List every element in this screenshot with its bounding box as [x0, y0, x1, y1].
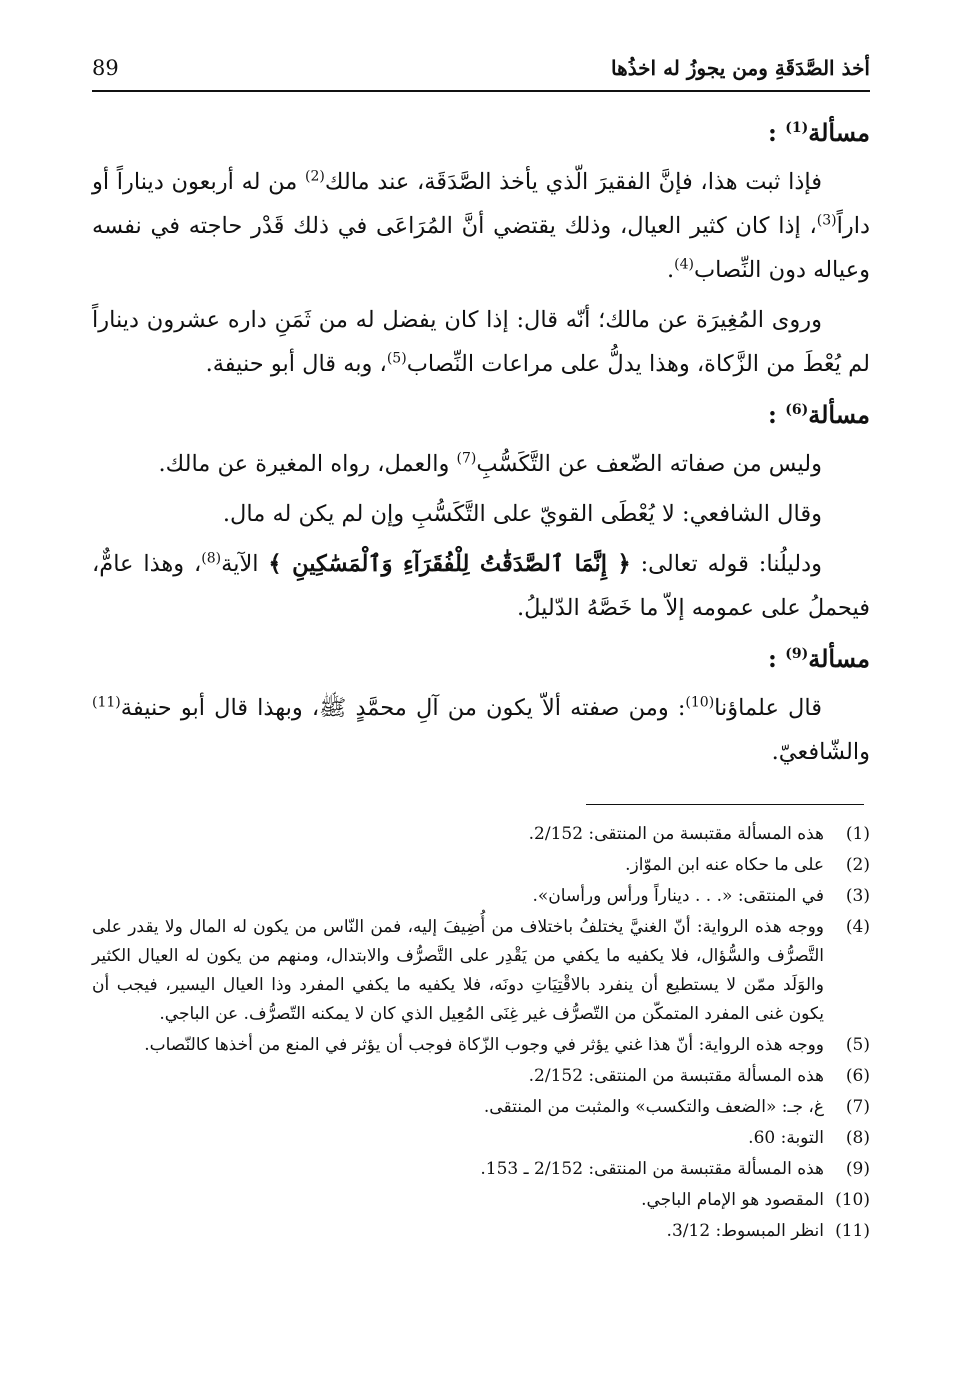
footnote-text: التوبة: 60. [748, 1128, 824, 1148]
footnote [92, 1155, 870, 1184]
footnote-text: هذه المسألة مقتبسة من المنتقى: 2/152 ـ 153. [480, 1159, 824, 1179]
footnote-number: (9) [845, 1159, 870, 1179]
footnote-number: (1) [845, 824, 870, 844]
text-run: ، وبه قال أبو حنيفة. [205, 351, 387, 377]
masala-heading-1 [92, 110, 870, 156]
footnote-text: غ، جـ: «الضعف والتكسب» والمثبت من المنتقى. [483, 1097, 824, 1117]
footnotes [92, 820, 870, 1248]
footnote-text: في المنتقى: «. . . ديناراً ورأس ورأسان». [532, 886, 824, 906]
heading-word: مسألة [808, 644, 870, 673]
footnote [92, 1124, 870, 1153]
heading-word: مسألة [808, 118, 870, 147]
paragraph-5 [92, 542, 870, 630]
footnote-text: هذه المسألة مقتبسة من المنتقى: 2/152. [528, 1066, 824, 1086]
footnote-number: (10) [835, 1190, 870, 1210]
text-run: من له أربعون ديناراً أو داراً [92, 169, 870, 239]
footnote-ref: (7) [456, 450, 477, 467]
footnote [92, 1031, 870, 1060]
text-run: : ومن صفته ألاّ يكون من آلِ محمَّدٍ ﷺ، وبهذا قال أبو حنيفة [120, 695, 686, 721]
heading-colon: : [768, 118, 786, 147]
masala-heading-3 [92, 636, 870, 682]
page-header [92, 50, 870, 92]
footnote [92, 1062, 870, 1091]
running-title: أخذ الصَّدَقَةِ ومن يجوزُ له اخذُها [611, 56, 870, 80]
page-number: 89 [92, 56, 119, 80]
footnote-text: ووجه هذه الرواية: أنّ الغنيَّ يختلفُ باختلاف من أُضِيفَ إليه، فمن النّاس من يكون له المال ولا يقدر على التَّصرُّف والسُّؤال، فلا يكفيه ما يكفي من يَقْدِر على التَّصرُّف والابتدال، ومنهم من يكون له العيال الكثير والوَلَد ممّن لا يستطيع أن ينفرد بالاقْتِيَاتِ دونَه، فلا يكفيه ما يكفي المفرد وذا العيال اليسير، فيجب أن يكون غنى المفرد المتمكّن من التّصرُّف غير غِنَى المُعِيل الذي كان لا يمكنه التّصرُّف. عن الباجي. [92, 917, 824, 1024]
text-run: والعمل، رواه المغيرة عن مالك. [158, 451, 457, 477]
footnote [92, 1217, 870, 1246]
text-run: وليس من صفاته الضّعف عن التَّكَسُّبِ [476, 451, 822, 477]
text-run: والشّافعيّ. [771, 739, 870, 765]
footnote-text: ووجه هذه الرواية: أنّ هذا غني يؤثر في وجوب الزّكاة فوجب أن يؤثر في المنع من أخذها كالنّصاب. [144, 1035, 824, 1055]
footnote-text: هذه المسألة مقتبسة من المنتقى: 2/152. [528, 824, 824, 844]
text-run: ودليلُنا: قوله تعالى: [630, 551, 822, 577]
footnote-number: (11) [835, 1221, 870, 1241]
footnote-text: انظر المبسوط: 3/12. [666, 1221, 824, 1241]
heading-word: مسألة [808, 400, 870, 429]
paragraph-1 [92, 160, 870, 292]
heading-colon: : [768, 400, 786, 429]
footnote-ref: (6) [785, 402, 809, 418]
footnote [92, 1093, 870, 1122]
paragraph-2 [92, 298, 870, 386]
footnote [92, 1186, 870, 1215]
footnote-divider [586, 804, 864, 805]
heading-colon: : [768, 644, 786, 673]
footnote-number: (5) [845, 1035, 870, 1055]
footnote [92, 820, 870, 849]
footnote-ref: (8) [201, 550, 222, 567]
footnote-ref: (2) [305, 168, 325, 185]
quran-verse: ﴿ إِنَّمَا ٱلصَّدَقَٰتُ لِلْفُقَرَآءِ وَٱلْمَسَٰكِينِ ﴾ [268, 551, 631, 577]
footnote-text: على ما حكاه عنه ابن الموّاز. [625, 855, 824, 875]
footnote-ref: (5) [386, 350, 407, 367]
footnote-number: (8) [845, 1128, 870, 1148]
footnote-number: (4) [845, 917, 870, 937]
paragraph-3 [92, 442, 870, 486]
footnote-ref: (4) [674, 256, 694, 273]
main-text [92, 108, 870, 780]
footnote-ref: (1) [785, 120, 809, 136]
footnote [92, 913, 870, 1029]
footnote-ref: (9) [785, 646, 809, 662]
text-run: . [666, 257, 675, 283]
text-run: ، وهذا عامٌّ، فيحملُ على عمومه إلاّ ما خَصَّهُ الدّليلُ. [92, 551, 870, 621]
paragraph-6 [92, 686, 870, 774]
footnote-number: (3) [845, 886, 870, 906]
footnote-number: (6) [845, 1066, 870, 1086]
masala-heading-2 [92, 392, 870, 438]
text-run: قال علماؤنا [714, 695, 822, 721]
footnote [92, 882, 870, 911]
footnote-ref: (3) [816, 212, 837, 229]
text-run: الآية [221, 551, 269, 577]
text-run: وقال الشافعي: لا يُعْطَى القويّ على التَّكَسُّبِ وإن لم يكن له مال. [222, 501, 822, 527]
text-run: ، إذا كان كثير العيال، وذلك يقتضي أنَّ المُرَاعَى في ذلك قَدْر حاجته في نفسه وعياله دون النِّصاب [92, 213, 870, 283]
footnote [92, 851, 870, 880]
footnote-number: (2) [845, 855, 870, 875]
text-run: وروى المُغِيرَة عن مالك؛ أنّه قال: إذا كان يفضل له من ثَمَنِ داره عشرون ديناراً لم يُعْطَ من الزَّكاة، وهذا يدلُّ على مراعات النِّصاب [92, 307, 870, 377]
footnote-ref: (10) [685, 694, 715, 711]
text-run: فإذا ثبت هذا، فإنَّ الفقيرَ الّذي يأخذ الصَّدَقَة، عند مالك [324, 169, 822, 195]
footnote-ref: (11) [92, 694, 121, 711]
footnote-text: المقصود هو الإمام الباجي. [641, 1190, 824, 1210]
paragraph-4 [92, 492, 870, 536]
footnote-number: (7) [845, 1097, 870, 1117]
